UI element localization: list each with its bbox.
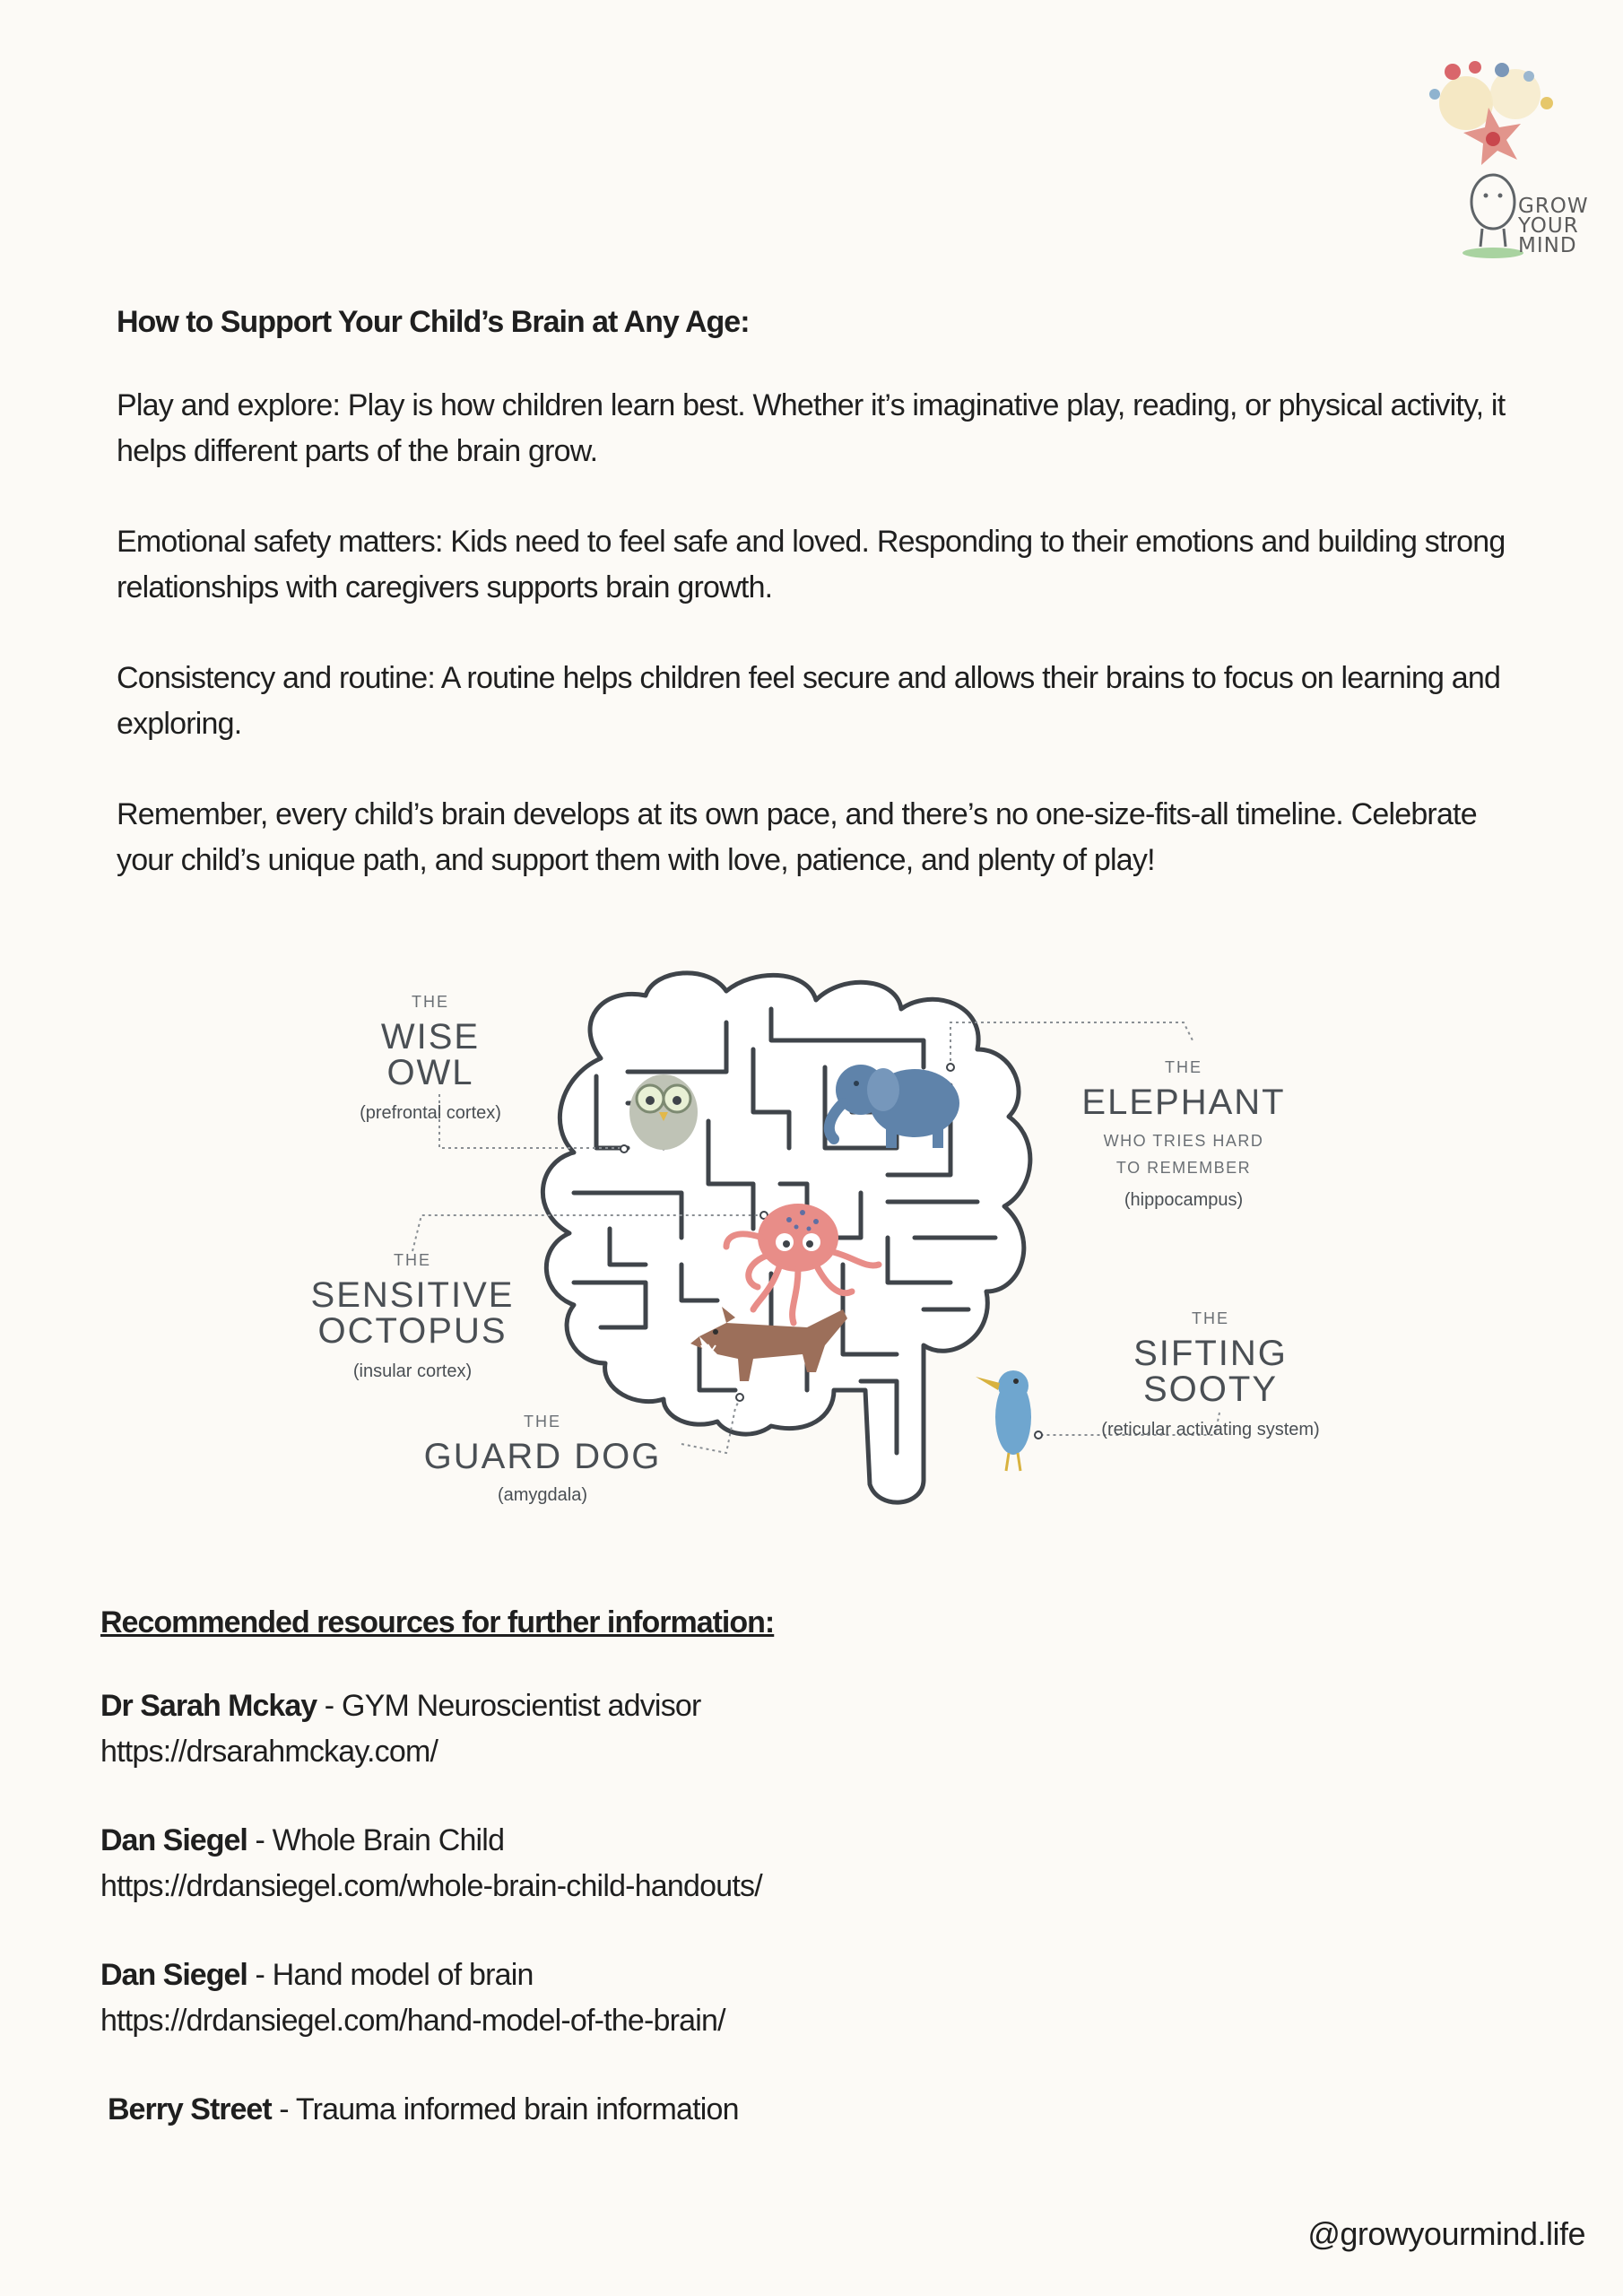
resource-link[interactable]: https://drsarahmckay.com/ <box>100 1735 438 1769</box>
logo-word-grow: GROW <box>1518 195 1589 218</box>
resource-desc: - Trauma informed brain information <box>271 2092 739 2126</box>
elephant-the: THE <box>1165 1058 1202 1076</box>
resources-section <box>100 1605 1176 2176</box>
elephant-brain-part: (hippocampus) <box>1124 1190 1244 1210</box>
sooty-the: THE <box>1192 1309 1229 1327</box>
main-content <box>117 305 1533 928</box>
brain-maze-diagram <box>305 969 1381 1534</box>
dog-name: GUARD DOG <box>423 1437 662 1476</box>
paragraph-emotional-safety: Emotional safety matters: Kids need to feel safe and loved. Responding to their emotions and building strong relationships with caregivers supports brain growth. <box>117 525 1506 604</box>
paragraph-play: Play and explore: Play is how children learn best. Whether it’s imaginative play, reading, or physical activity, it helps different parts of the brain grow. <box>117 388 1506 468</box>
owl-the: THE <box>412 993 449 1011</box>
dog-brain-part: (amygdala) <box>497 1485 588 1505</box>
octopus-brain-part: (insular cortex) <box>352 1361 473 1381</box>
resource-item <box>100 1952 1176 2044</box>
dog-label <box>421 1413 664 1506</box>
resources-heading: Recommended resources for further information: <box>100 1605 775 1639</box>
elephant-label <box>1076 1058 1291 1211</box>
logo-word-mind: MIND <box>1518 234 1577 257</box>
owl-icon <box>629 1074 698 1150</box>
grow-your-mind-logo <box>1403 54 1592 269</box>
owl-label <box>332 993 529 1124</box>
owl-brain-part: (prefrontal cortex) <box>360 1103 501 1123</box>
resource-link[interactable]: https://drdansiegel.com/hand-model-of-the-brain/ <box>100 2004 725 2038</box>
resource-name: Dr Sarah Mckay <box>100 1689 317 1723</box>
sooty-label <box>1067 1309 1354 1440</box>
octopus-label <box>305 1251 520 1382</box>
resource-link[interactable]: https://drdansiegel.com/whole-brain-child-handouts/ <box>100 1869 762 1903</box>
bird-icon <box>976 1370 1031 1471</box>
sooty-brain-part: (reticular activating system) <box>1101 1420 1320 1439</box>
octopus-the: THE <box>394 1251 431 1269</box>
resource-item <box>100 2087 1176 2133</box>
octopus-name-1: SENSITIVE <box>310 1275 515 1315</box>
resource-item <box>100 1683 1176 1775</box>
paragraph-routine: Consistency and routine: A routine helps children feel secure and allows their brains to focus on learning and exploring. <box>117 661 1501 741</box>
elephant-desc-2: TO REMEMBER <box>1115 1159 1252 1177</box>
social-handle: @growyourmind.life <box>1307 2215 1585 2252</box>
resource-name: Dan Siegel <box>100 1823 247 1857</box>
resource-item <box>100 1818 1176 1909</box>
owl-name: WISE OWL <box>380 1017 481 1092</box>
paragraph-remember: Remember, every child’s brain develops at its own pace, and there’s no one-size-fits-all timeline. Celebrate your child’s unique path, and support them with love, patience, and plenty of play! <box>117 797 1477 877</box>
resource-desc: - Hand model of brain <box>247 1958 534 1992</box>
sooty-name: SIFTING SOOTY <box>1133 1334 1288 1409</box>
resource-name: Dan Siegel <box>100 1958 247 1992</box>
logo-word-your: YOUR <box>1518 214 1579 238</box>
dog-the: THE <box>524 1413 561 1431</box>
resource-name: Berry Street <box>108 2092 272 2126</box>
resource-desc: - Whole Brain Child <box>247 1823 505 1857</box>
octopus-name-2: OCTOPUS <box>317 1311 508 1351</box>
resource-desc: - GYM Neuroscientist advisor <box>317 1689 701 1723</box>
elephant-name: ELEPHANT <box>1081 1083 1286 1122</box>
elephant-desc-1: WHO TRIES HARD <box>1103 1132 1264 1150</box>
page-heading: How to Support Your Child’s Brain at Any Age: <box>117 305 750 339</box>
